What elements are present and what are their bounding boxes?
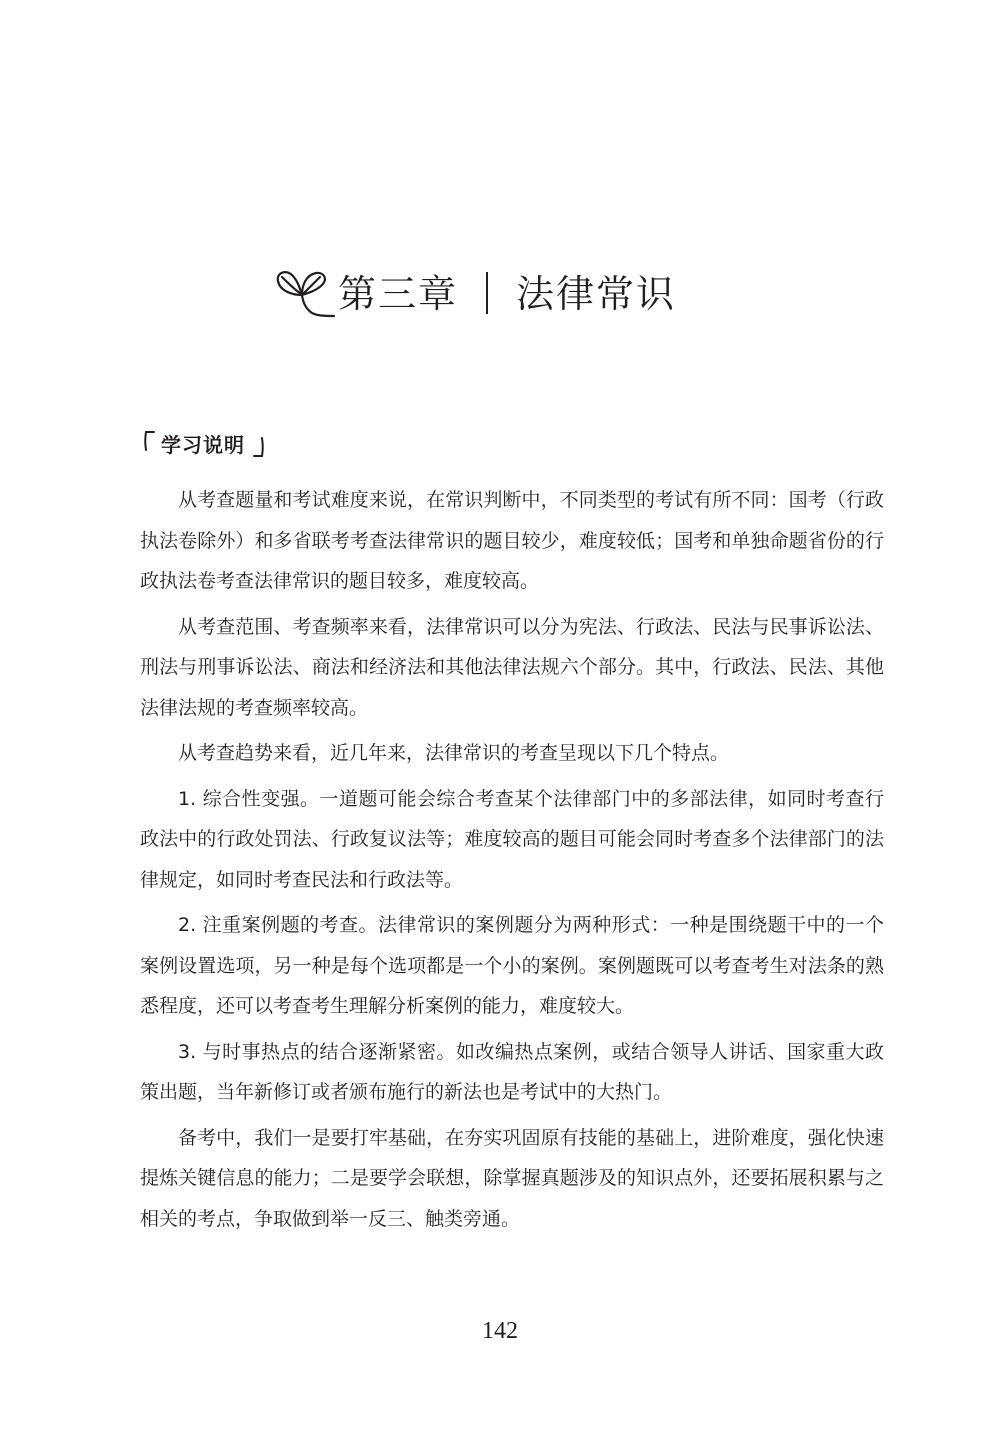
page-number: 142 <box>482 1318 518 1344</box>
paragraph: 2. 注重案例题的考查。法律常识的案例题分为两种形式：一种是围绕题干中的一个案例设置选项，另一种是每个选项都是一个小的案例。案例题既可以考查考生对法条的熟悉程度，还可以考查考生理解分析案例的能力，难度较大。 <box>140 914 884 1017</box>
sprout-icon <box>272 265 336 321</box>
paragraph: 1. 综合性变强。一道题可能会综合考查某个法律部门中的多部法律，如同时考查行政法中的行政处罚法、行政复议法等；难度较高的题目可能会同时考查多个法律部门的法律规定，如同时考查民法和行政法等。 <box>140 787 884 891</box>
section-label <box>143 425 265 461</box>
chapter-title: 法律常识 <box>516 271 677 316</box>
paragraph: 从考查趋势来看，近几年来，法律常识的考查呈现以下几个特点。 <box>178 742 730 764</box>
section-title: 学习说明 <box>161 432 245 457</box>
corner-bracket-open-icon <box>143 430 155 452</box>
paragraph: 从考查范围、考查频率来看，法律常识可以分为宪法、行政法、民法与民事诉讼法、刑法与刑事诉讼法、商法和经济法和其他法律法规六个部分。其中，行政法、民法、其他法律法规的考查频率较高。 <box>140 615 884 719</box>
chapter-divider <box>486 272 488 314</box>
corner-bracket-close-icon <box>253 436 265 458</box>
body-text <box>140 480 884 1244</box>
paragraph: 从考查题量和考试难度来说，在常识判断中，不同类型的考试有所不同：国考（行政执法卷除外）和多省联考考查法律常识的题目较少，难度较低；国考和单独命题省份的行政执法卷考查法律常识的题目较多，难度较高。 <box>140 489 884 592</box>
paragraph: 3. 与时事热点的结合逐渐紧密。如改编热点案例，或结合领导人讲话、国家重大政策出题，当年新修订或者颁布施行的新法也是考试中的大热门。 <box>140 1040 884 1103</box>
paragraph: 备考中，我们一是要打牢基础，在夯实巩固原有技能的基础上，进阶难度，强化快速提炼关键信息的能力；二是要学会联想，除掌握真题涉及的知识点外，还要拓展积累与之相关的考点，争取做到举一反三、触类旁通。 <box>140 1126 884 1230</box>
chapter-number: 第三章 <box>338 271 459 316</box>
chapter-heading <box>272 250 676 330</box>
